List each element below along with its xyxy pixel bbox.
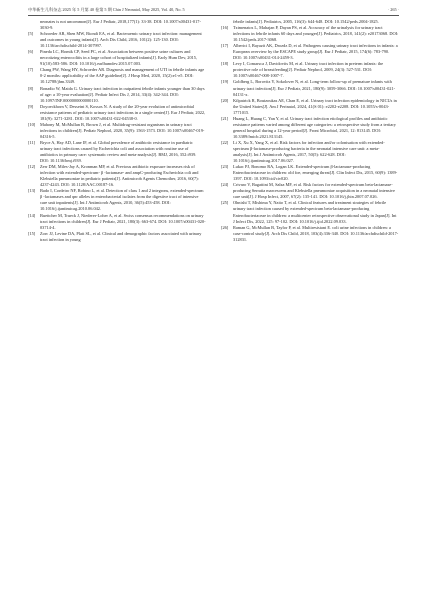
reference-entry	[28, 213, 206, 231]
reference-text: Zorc JJ, Levine DA, Platt SL, et al. Clinical and demographic factors associated with urinary tract infection in young	[40, 230, 202, 242]
reference-number: [6]	[28, 49, 34, 55]
reference-entry	[221, 164, 399, 182]
reference-text: Tzimenatos L, Mahajan P, Dayan PS, et al. Accuracy of the urinalysis for urinary tract infections in febrile infants 60 days and younger[J]. Pediatrics, 2018, 141(2): e20173068. DOI: 10.1542/peds.2017-3068.	[233, 25, 399, 43]
reference-text: Goldberg L, Borovitz Y, Sokolover N, et al. Long-term follow-up of premature infants with urinary tract infection[J]. Eur J Pediatr, 2021, 180(9): 3059-3066. DOI: 10.1007/s00431-021-04131-x.	[233, 79, 396, 97]
reference-number: [21]	[221, 115, 229, 121]
reference-number: [20]	[221, 97, 229, 103]
reference-entry	[221, 98, 399, 116]
reference-number: [8]	[28, 85, 34, 91]
reference-number: [10]	[28, 121, 36, 127]
reference-entry	[28, 19, 206, 31]
reference-number: [5]	[28, 31, 34, 37]
header-rule	[28, 15, 399, 16]
reference-text: febrile infants[J]. Pediatrics, 2005, 116(3): 644-648. DOI: 10.1542/peds.2004-1825.	[233, 19, 379, 24]
reference-number: [7]	[28, 67, 34, 73]
reference-entry	[28, 104, 206, 122]
reference-number: [17]	[221, 43, 229, 49]
reference-number: [18]	[221, 61, 229, 67]
reference-entry	[28, 231, 206, 243]
reference-number: [25]	[221, 200, 229, 206]
reference-entry	[221, 225, 399, 243]
reference-text: Lukac PJ, Bonomo RA, Logan LK. Extended-spectrum β-lactamase-producing Enterobacteriaceae in children: old foe, emerging threat[J]. Clin Infect Dis, 2015, 60(9): 1389-1397. DOI: 10.1093/cid/civ020.	[233, 164, 398, 182]
running-header	[28, 5, 399, 15]
reference-text: Alberici I, Bayazit AK, Drozdz D, et al. Pathogens causing urinary tract infections in infants: a European overview by the ESCAPE study group[J]. Eur J Pediatr, 2015, 174(6): 783-790. DOI: 10.1007/s00431-014-2459-3.	[233, 43, 398, 61]
reference-entry	[221, 140, 399, 164]
reference-text: neonates is not uncommon[J]. Eur J Pediatr, 2018,177(1): 33-38. DOI: 10.1007/s00431-017-3030-9.	[40, 19, 201, 31]
reference-entry	[28, 188, 206, 212]
reference-entry	[221, 61, 399, 79]
reference-text: Crivaro V, Bagattini M, Salza MF, et al. Risk factors for extended-spectrum beta-lactamase-producing Serratia marcescens and Klebsiella pneumoniae acquisition in a neonatal intensive care unit[J]. J Hosp Infect, 2007, 67(2): 135-141. DOI: 10.1016/j.jhin.2007.07.026.	[233, 182, 395, 200]
reference-entry	[221, 182, 399, 200]
reference-text: Doyoeckhorn V, Desseint S, Kossos N. A study of the 20-year evolution of antimicrobial resistance patterns of pediatric urinary tract infections in a single center[J]. Eur J Pediatr, 2022, 181(9): 3271-3281. DOI: 10.1007/s00431-022-04538-0.	[40, 103, 206, 121]
reference-entry	[28, 164, 206, 188]
reference-number: [23]	[221, 164, 229, 170]
reference-text: Raman G, McMullan B, Taylor P, et al. Multiresistant E. coli urine infections in children: a case-control study[J]. Arch Dis Child, 2018, 103(4):336-340. DOI: 10.1136/archdischild-2017-312831.	[233, 224, 399, 242]
page-number: · 265 ·	[387, 7, 399, 12]
reference-entry	[28, 31, 206, 49]
reference-number: [12]	[28, 164, 36, 170]
reference-text: Bado I, Cordeiro NF, Robino L, et al. Detection of class 1 and 2 integrons, extended-spectrum β -lactamases and qnr alleles in enterobacterial isolates from the digestive tract of intensive care unit inpatients[J]. Int J Antimicrob Agents, 2010, 36(5):453-458. DOI: 10.1016/j.ijantimicag.2010.06.042.	[40, 188, 204, 212]
reference-column-left	[28, 19, 206, 243]
reference-text: Li X, Xu X, Yang X, et al. Risk factors for infection and/or colonisation with extended-spectrum β-lactamase-producing bacteria in the neonatal intensive care unit: a meta-analysis[J]. Int J Antimicrob Agents, 2017, 50(5): 622-628. DOI: 10.1016/j.ijantimicag.2017.06.027.	[233, 139, 385, 164]
reference-entry	[28, 122, 206, 140]
reference-text: Bonadio W, Maida G. Urinary tract infection in outpatient febrile infants younger than 30 days of age: a 10-year evaluation[J]. Pediatr Infect Dis J, 2014, 33(4): 342-344. DOI: 10.1097/INF.0000000000000110.	[40, 85, 205, 103]
reference-column-right	[221, 19, 399, 243]
reference-entry	[28, 49, 206, 67]
reference-number: [15]	[28, 230, 36, 236]
reference-entry	[221, 200, 399, 224]
reference-entry	[221, 25, 399, 43]
reference-entry	[28, 140, 206, 164]
reference-number: [9]	[28, 103, 34, 109]
reference-number: [26]	[221, 224, 229, 230]
reference-number: [14]	[28, 212, 36, 218]
reference-entry	[28, 86, 206, 104]
reference-entry	[28, 67, 206, 85]
reference-text: Ohnishi T, Mishima Y, Naito T, et al. Clinical features and treatment strategies of febrile urinary tract infection caused by extended-spectrum beta-lactamase-producing Enterobacteriaceae in children: a multicenter retrospective observational study in Japan[J]. Int J Infect Dis, 2022, 125: 97-102. DOI: 10.1016/j.ijid.2022.09.033.	[233, 200, 397, 224]
reference-number: [24]	[221, 182, 229, 188]
reference-entry	[221, 116, 399, 140]
reference-number: [11]	[28, 139, 36, 145]
reference-number: [13]	[28, 188, 36, 194]
reference-text: Bryce A, Hay AD, Lane IF, et al. Global prevalence of antibiotic resistance in paediatric urinary tract infections caused by Escherichia coli and association with routine use of antibiotics in primary care: systematic review and meta-analysis[J]. BMJ, 2016, 352:i939. DOI: 10.1136/bmj.i939.	[40, 139, 197, 164]
reference-number: [16]	[221, 25, 229, 31]
reference-text: Kilpatrick R, Boutzoukas AE, Chan E, et al. Urinary tract infection epidemiology in NICUs in the United States[J]. Am J Perinatol, 2024, 41(S 01): e2202-e2208. DOI: 10.1055/s-0043-1771015.	[233, 97, 397, 115]
reference-text: Pineda LC, Hornik CP, Seed PC, et al. Association between positive urine cultures and necrotizing enterocolitis in a large cohort of hospitalized infants[J]. Early Hum Dev, 2015, 91(10):583-586. DOI: 10.1016/j.earlhumdev.2015.07.003.	[40, 49, 198, 67]
reference-text: Zerr DM, Miles-Jay A, Kronman MP, et al. Previous antibiotic exposure increases risk of infection with extended-spectrum- β -lactamase- and ampC-producing Escherichia coli and Klebsiella pneumoniae in pediatric patients[J]. Antimicrob Agents Chemother, 2016, 60(7): 4237-4243. DOI: 10.1128/AAC.00187-16.	[40, 164, 199, 188]
reference-entry	[221, 79, 399, 97]
reference-text: Levy I, Comarsca J, Davidovits M, et al. Urinary tract infection in preterm infants: the protective role of breastfeeding[J]. Pediatr Nephrol, 2009, 24(3): 527-531. DOI: 10.1007/s00467-008-1007-7.	[233, 61, 384, 79]
reference-text: Huang L, Huang C, Yan Y, et al. Urinary tract infection etiological profiles and antibiotic resistance patterns varied among different age categories: a retrospective study from a tertiary general hospital during a 12-year period[J]. Front Microbiol, 2021, 12: 813145. DOI: 10.3389/fmicb.2021.813145.	[233, 115, 396, 139]
reference-text: Buettcher M, Trueck J, Niederer-Loher A, et al. Swiss consensus recommendations on urinary tract infections in children[J]. Eur J Pediatr, 2021, 180(3): 663-674. DOI: 10.1007/s00431-020-03714-4.	[40, 212, 206, 230]
reference-text: Chang PW, Wang HY, Schroeder AR. Diagnosis and management of UTI in febrile infants age 0-2 months: applicability of the AAP guideline[J]. J Hosp Med, 2020, 15(2):e1-e5. DOI: 10.12788/jhm.3349.	[40, 67, 205, 85]
reference-entry	[221, 43, 399, 61]
reference-number: [22]	[221, 139, 229, 145]
reference-text: Schroeder AR, Shen MW, Biondi EA, et al. Bacteraemic urinary tract infection: management and outcomes in young infants[J]. Arch Dis Child, 2016, 101(2): 125-130. DOI: 10.1136/archdischild-2014-307997.	[40, 31, 202, 49]
reference-number: [19]	[221, 79, 229, 85]
reference-text: Mahony M, McMullan B, Brown J, et al. Multidrug-resistant organisms in urinary tract infections in children[J]. Pediatr Nephrol, 2020, 35(9): 1563-1573. DOI: 10.1007/s00467-019-04316-5.	[40, 121, 205, 139]
journal-citation-header: 中华新生儿科杂志 2025 年 5 月第 40 卷第 5 期 Chin J Neonatol, May 2025, Vol. 40, No. 5	[28, 7, 185, 12]
